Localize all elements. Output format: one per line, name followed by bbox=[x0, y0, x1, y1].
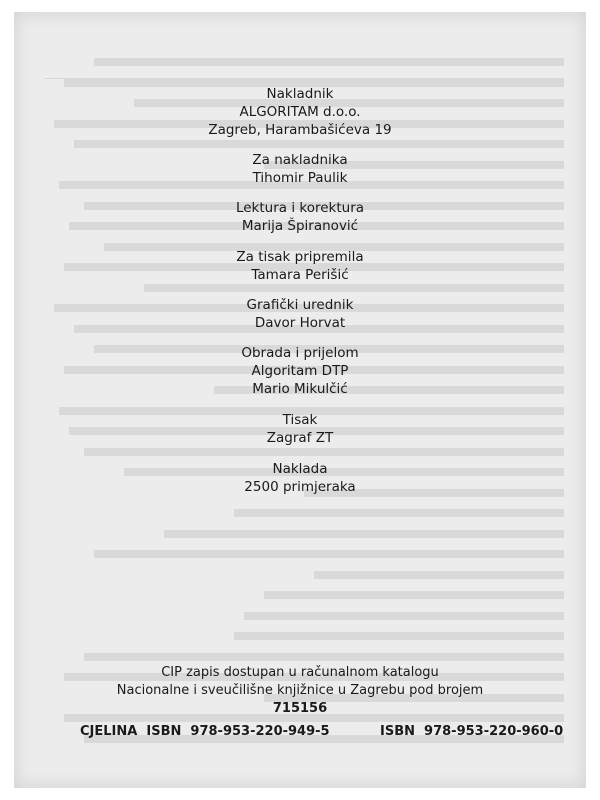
cip-block bbox=[0, 664, 600, 718]
processing-company: Algoritam DTP bbox=[251, 363, 349, 379]
cip-line-2: Nacionalne i sveučilišne knjižnice u Zagrebu pod brojem bbox=[116, 683, 484, 698]
publisher-label: Nakladnik bbox=[266, 86, 334, 102]
edition-value: 2500 primjeraka bbox=[244, 479, 356, 495]
publisher-block bbox=[0, 85, 600, 139]
print-label: Tisak bbox=[282, 412, 318, 428]
publisher-name: ALGORITAM d.o.o. bbox=[239, 104, 361, 120]
prepress-label: Za tisak pripremila bbox=[236, 249, 364, 265]
isbn-volume: ISBN 978-953-220-960-0 bbox=[380, 724, 564, 739]
for-publisher-label: Za nakladnika bbox=[252, 152, 348, 168]
proofreading-label: Lektura i korektura bbox=[235, 200, 365, 216]
prepress-block bbox=[0, 248, 600, 284]
isbn-complete: CJELINA ISBN 978-953-220-949-5 bbox=[80, 724, 330, 739]
print-block bbox=[0, 411, 600, 447]
for-publisher-name: Tihomir Paulik bbox=[252, 170, 348, 186]
graphic-editor-label: Grafički urednik bbox=[246, 297, 354, 313]
print-name: Zagraf ZT bbox=[266, 430, 334, 446]
graphic-editor-name: Davor Horvat bbox=[254, 315, 346, 331]
graphic-editor-block bbox=[0, 296, 600, 332]
processing-person: Mario Mikulčić bbox=[252, 381, 348, 397]
proofreading-name: Marija Špiranović bbox=[241, 218, 359, 234]
processing-label: Obrada i prijelom bbox=[241, 345, 359, 361]
proofreading-block bbox=[0, 199, 600, 235]
cip-number: 715156 bbox=[272, 701, 328, 716]
processing-block bbox=[0, 344, 600, 398]
prepress-name: Tamara Perišić bbox=[251, 267, 349, 283]
edition-label: Naklada bbox=[272, 461, 328, 477]
cip-line-1: CIP zapis dostupan u računalnom katalogu bbox=[161, 665, 439, 680]
publisher-address: Zagreb, Harambašićeva 19 bbox=[208, 122, 392, 138]
for-publisher-block bbox=[0, 151, 600, 187]
edition-block bbox=[0, 460, 600, 496]
